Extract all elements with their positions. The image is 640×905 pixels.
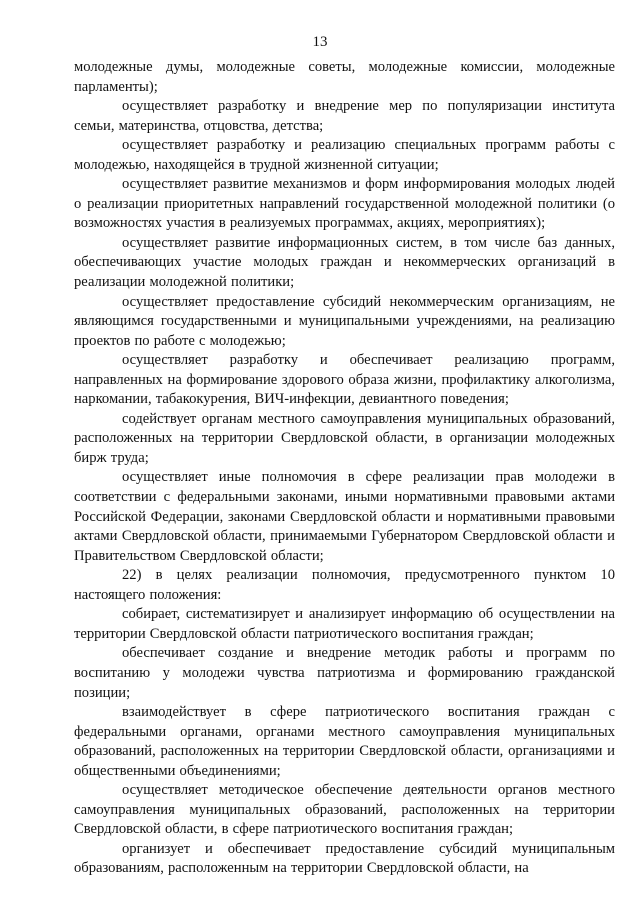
paragraph: осуществляет разработку и реализацию специальных программ работы с молодежью, находящейся в трудной жизненной ситуации; xyxy=(74,137,615,173)
paragraph: взаимодействует в сфере патриотического воспитания граждан с федеральными органами, органами местного самоуправления муниципальных образований, расположенных на территории Свердловской области, организациями и общественными объединениями; xyxy=(74,704,615,779)
paragraph: собирает, систематизирует и анализирует информацию об осуществлении на территории Свердловской области патриотического воспитания граждан; xyxy=(74,606,615,642)
paragraph: осуществляет предоставление субсидий некоммерческим организациям, не являющимся государственными и муниципальными учреждениями, на реализацию проектов по работе с молодежью; xyxy=(74,293,615,349)
paragraph: организует и обеспечивает предоставление субсидий муниципальным образованиям, расположенным на территории Свердловской области, на xyxy=(74,840,615,877)
paragraph: осуществляет иные полномочия в сфере реализации прав молодежи в соответствии с федеральными законами, иными нормативными правовыми актами Российской Федерации, законами Свердловской области и нормативными правовыми актами Свердловской области, принимаемыми Губернатором Свердловской области и Правительством Свердловской области; xyxy=(74,469,615,564)
paragraph: обеспечивает создание и внедрение методик работы и программ по воспитанию у молодежи чувства патриотизма и формированию гражданской позиции; xyxy=(74,645,615,701)
paragraph: осуществляет разработку и обеспечивает реализацию программ, направленных на формирование здорового образа жизни, профилактику алкоголизма, наркомании, табакокурения, ВИЧ-инфекции, девиантного поведения; xyxy=(74,352,615,408)
paragraph: осуществляет развитие информационных систем, в том числе баз данных, обеспечивающих участие молодых граждан и некоммерческих организаций в реализации молодежной политики; xyxy=(74,234,615,291)
paragraph: молодежные думы, молодежные советы, молодежные комиссии, молодежные парламенты); xyxy=(74,59,615,95)
paragraph: осуществляет методическое обеспечение деятельности органов местного самоуправления муниципальных образований, расположенных на территории Свердловской области, в сфере патриотического воспитания граждан; xyxy=(74,782,615,838)
paragraph: осуществляет разработку и внедрение мер по популяризации института семьи, материнства, отцовства, детства; xyxy=(74,98,615,134)
paragraph: осуществляет развитие механизмов и форм информирования молодых людей о реализации приоритетных направлений государственной молодежной политики (о возможностях участия в реализуемых программах, акциях, мероприятиях); xyxy=(74,176,615,232)
paragraph: содействует органам местного самоуправления муниципальных образований, расположенных на территории Свердловской области, в организации молодежных бирж труда; xyxy=(74,410,615,466)
paragraph: 22) в целях реализации полномочия, предусмотренного пунктом 10 настоящего положения: xyxy=(74,567,615,603)
document-body xyxy=(74,58,615,879)
page-number: 13 xyxy=(312,34,328,50)
